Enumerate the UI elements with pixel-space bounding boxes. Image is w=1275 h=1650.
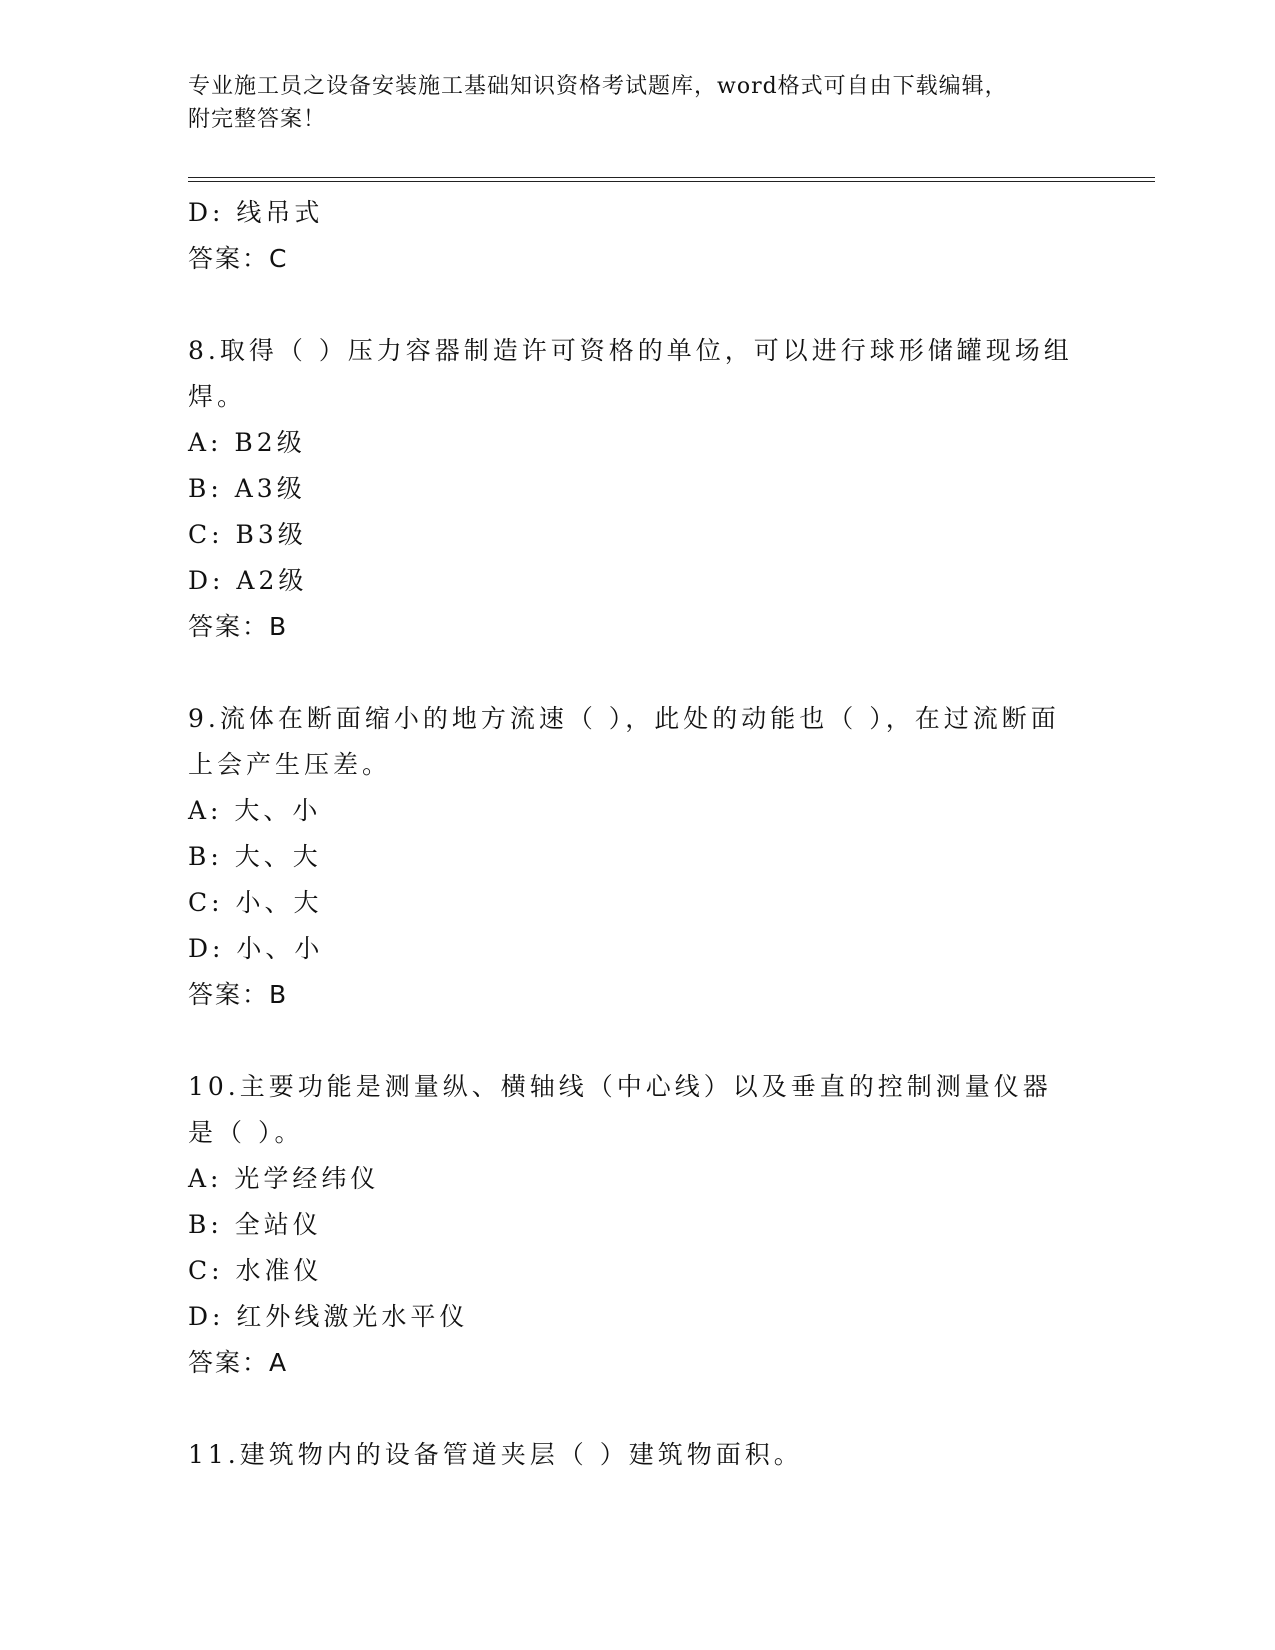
option-a: A: B2级 — [188, 428, 306, 457]
option-d: D: A2级 — [188, 566, 308, 595]
question-11 — [188, 1432, 1088, 1478]
option-a: A: 大、小 — [188, 796, 322, 825]
answer-line: 答案：C — [188, 244, 289, 273]
header-line-2: 附完整答案！ — [188, 107, 327, 132]
question-stem: 8.取得（ ）压力容器制造许可资格的单位，可以进行球形储罐现场组焊。 — [188, 336, 1073, 411]
question-stem: 11.建筑物内的设备管道夹层（ ）建筑物面积。 — [188, 1440, 803, 1469]
question-content — [188, 190, 1088, 1478]
question-9 — [188, 696, 1088, 1018]
page-header — [188, 70, 1068, 136]
option-d: D: 小、小 — [188, 934, 324, 963]
header-divider-bottom — [188, 181, 1155, 182]
header-line-1: 专业施工员之设备安装施工基础知识资格考试题库，word格式可自由下载编辑， — [188, 74, 1008, 99]
option-d: D: 红外线激光水平仪 — [188, 1302, 469, 1331]
option-b: B: 大、大 — [188, 842, 322, 871]
question-8 — [188, 328, 1088, 650]
option-d: D: 线吊式 — [188, 198, 324, 227]
header-divider-top — [188, 177, 1155, 178]
answer-line: 答案：B — [188, 980, 289, 1009]
option-b: B: A3级 — [188, 474, 306, 503]
question-10 — [188, 1064, 1088, 1386]
option-b: B: 全站仪 — [188, 1210, 322, 1239]
answer-line: 答案：B — [188, 612, 289, 641]
spacer — [188, 1386, 1088, 1432]
option-c: C: 水准仪 — [188, 1256, 323, 1285]
question-stem: 10.主要功能是测量纵、横轴线（中心线）以及垂直的控制测量仪器是（ ）。 — [188, 1072, 1052, 1147]
spacer — [188, 282, 1088, 328]
option-a: A: 光学经纬仪 — [188, 1164, 380, 1193]
spacer — [188, 650, 1088, 696]
spacer — [188, 1018, 1088, 1064]
question-stem: 9.流体在断面缩小的地方流速（ ），此处的动能也（ ），在过流断面上会产生压差。 — [188, 704, 1060, 779]
option-c: C: 小、大 — [188, 888, 323, 917]
option-c: C: B3级 — [188, 520, 307, 549]
carryover-question — [188, 190, 1088, 282]
answer-line: 答案：A — [188, 1348, 289, 1377]
